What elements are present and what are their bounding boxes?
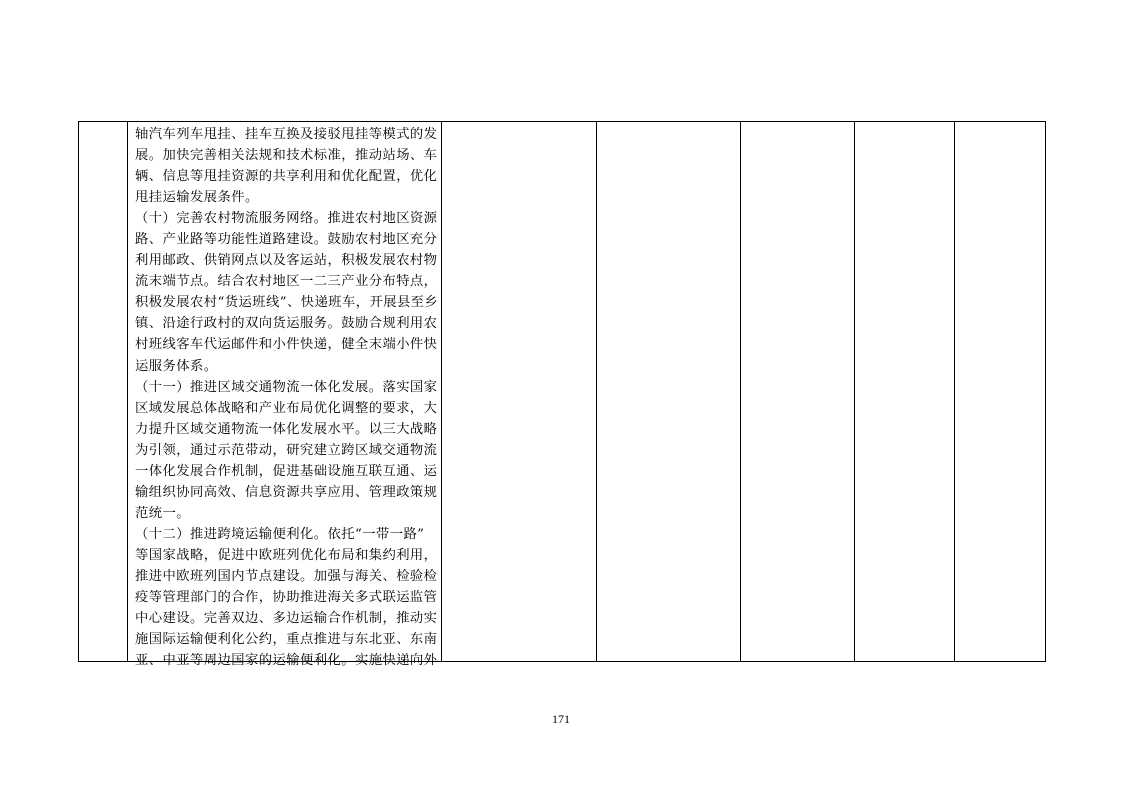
- cell-text-line: 输组织协同高效、信息资源共享应用、管理政策规: [135, 484, 438, 500]
- cell-text-line: 镇、沿途行政村的双向货运服务。鼓励合规利用农: [135, 316, 438, 332]
- cell-text-line: （十二）推进跨境运输便利化。依托“一带一路”: [135, 526, 425, 542]
- page-number: 171: [552, 712, 570, 726]
- cell-text-line: 力提升区域交通物流一体化发展水平。以三大战略: [135, 421, 438, 437]
- cell-text-line: 疫等管理部门的合作，协助推进海关多式联运监管: [135, 590, 438, 606]
- cell-text-line: 轴汽车列车甩挂、挂车互换及接驳甩挂等模式的发: [135, 127, 438, 142]
- table-column-divider: [854, 122, 855, 661]
- document-table: [78, 121, 1046, 669]
- cell-text-line: 利用邮政、供销网点以及客运站，积极发展农村物: [135, 253, 438, 269]
- cell-text-line: 路、产业路等功能性道路建设。鼓励农村地区充分: [135, 232, 438, 248]
- cell-text-line: （十）完善农村物流服务网络。推进农村地区资源: [135, 211, 438, 227]
- table-column-divider: [596, 122, 597, 661]
- cell-text-line: 施国际运输便利化公约，重点推进与东北亚、东南: [135, 632, 438, 648]
- cell-text-line: 运服务体系。: [135, 358, 218, 374]
- cell-text-line: （十一）推进区域交通物流一体化发展。落实国家: [135, 379, 438, 395]
- cell-text-line: 辆、信息等甩挂资源的共享利用和优化配置，优化: [135, 169, 438, 185]
- cell-text-line: 为引领，通过示范带动，研究建立跨区域交通物流: [135, 442, 438, 458]
- cell-text-line: 积极发展农村“货运班线”、快递班车，开展县至乡: [135, 295, 439, 311]
- cell-text-line: 一体化发展合作机制，促进基础设施互联互通、运: [135, 463, 438, 479]
- table-cell-content: [135, 124, 445, 671]
- cell-text-line: 中心建设。完善双边、多边运输合作机制，推动实: [135, 611, 438, 627]
- cell-text-line: 推进中欧班列国内节点建设。加强与海关、检验检: [135, 568, 438, 584]
- cell-text-line: 展。加快完善相关法规和技术标准，推动站场、车: [135, 148, 438, 164]
- cell-text-line: 甩挂运输发展条件。: [135, 190, 259, 206]
- cell-text-line: 等国家战略，促进中欧班列优化布局和集约利用，: [135, 547, 438, 563]
- cell-text-line: 范统一。: [135, 505, 190, 521]
- table-column-divider: [740, 122, 741, 661]
- cell-text-line: 村班线客车代运邮件和小件快递，健全末端小件快: [135, 337, 438, 353]
- table-column-divider: [127, 122, 128, 661]
- cell-text-line: 区域发展总体战略和产业布局优化调整的要求，大: [135, 400, 438, 416]
- table-column-divider: [954, 122, 955, 661]
- cell-text-line: 亚、中亚等周边国家的运输便利化。实施快递向外: [135, 653, 438, 669]
- cell-text-line: 流末端节点。结合农村地区一二三产业分布特点，: [135, 274, 438, 290]
